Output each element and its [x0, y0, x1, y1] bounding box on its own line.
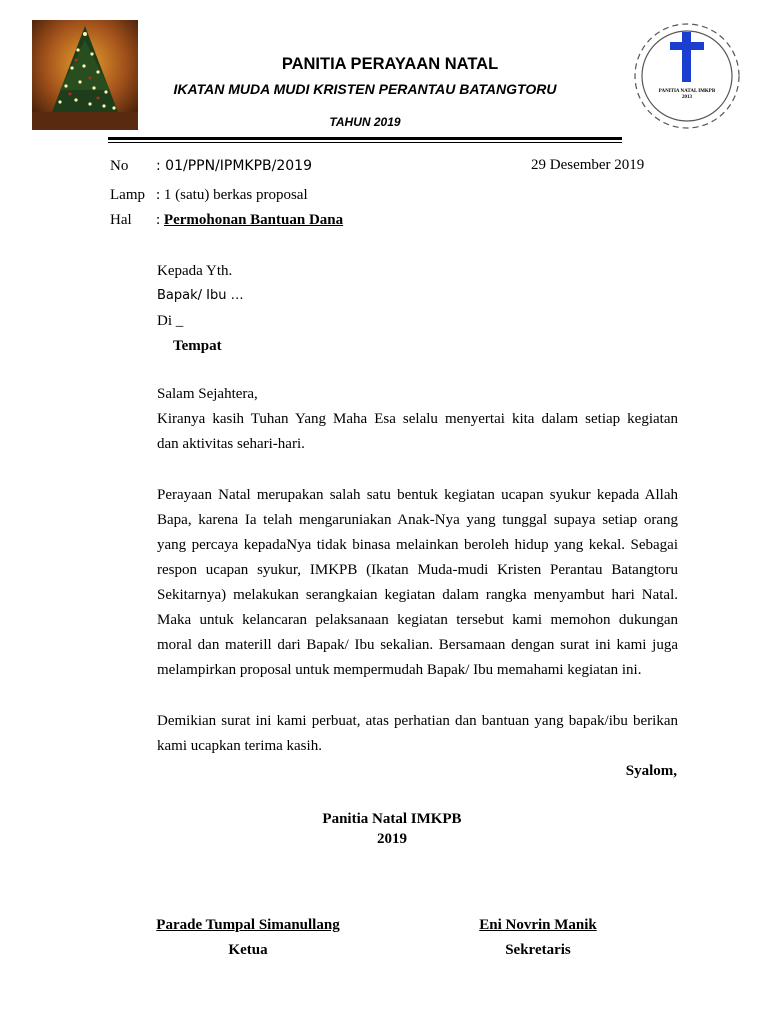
- signing-org-name: Panitia Natal IMKPB: [322, 811, 462, 827]
- organization-name: IKATAN MUDA MUDI KRISTEN PERANTAU BATANGTORU: [173, 81, 557, 97]
- letter-date: 29 Desember 2019: [531, 157, 645, 173]
- logo-text-bottom: 2013: [682, 95, 692, 100]
- header-rule-thick: [108, 137, 622, 140]
- letter-number: : 01/PPN/IPMKPB/2019: [156, 158, 312, 174]
- chairman-role: Ketua: [228, 942, 268, 958]
- paragraph-line: Perayaan Natal merupakan salah satu bentuk kegiatan ucapan syukur kepada Allah: [157, 487, 678, 503]
- paragraph-2: [157, 483, 678, 683]
- subject-colon: :: [156, 212, 164, 228]
- paragraph-line: Maka untuk kelancaran pelaksanaan kegiatan tersebut kami memohon dukungan: [157, 612, 678, 628]
- greeting: Salam Sejahtera,: [157, 386, 258, 402]
- paragraph-line: respon ucapan syukur, IMKPB (Ikatan Muda-mudi Kristen Perantau Batangtoru: [157, 562, 678, 578]
- chairman-name: Parade Tumpal Simanullang: [156, 917, 340, 933]
- subject-line: [156, 211, 343, 229]
- committee-title: PANITIA PERAYAAN NATAL: [281, 55, 499, 73]
- addressee-place: Tempat: [173, 338, 222, 354]
- no-label: No: [110, 158, 129, 174]
- paragraph-1: [157, 407, 678, 457]
- paragraph-line: moral dan materill dari Bapak/ Ibu sekalian. Bersamaan dengan surat ini kami juga: [157, 637, 678, 653]
- addressee-greeting: Kepada Yth.: [157, 263, 233, 279]
- christmas-tree-image: [32, 20, 138, 130]
- secretary-role: Sekretaris: [505, 942, 571, 958]
- secretary-name: Eni Novrin Manik: [479, 917, 597, 933]
- signing-org-year: 2019: [377, 831, 407, 847]
- lamp-label: Lamp: [110, 187, 145, 203]
- subject-value: Permohonan Bantuan Dana: [163, 212, 344, 228]
- paragraph-line: yang percaya kepadaNya tidak binasa melainkan beroleh hidup yang kekal. Sebagai: [157, 537, 678, 553]
- paragraph-line: melampirkan proposal untuk mempermudah Bapak/ Ibu memahami kegiatan ini.: [157, 662, 642, 678]
- header-rule-thin: [108, 142, 622, 143]
- paragraph-3: [157, 709, 678, 759]
- hal-label: Hal: [110, 212, 132, 228]
- committee-logo: [628, 20, 746, 132]
- addressee-name: Bapak/ Ibu …: [157, 288, 244, 303]
- paragraph-line: kami ucapkan terima kasih.: [157, 738, 322, 754]
- logo-text-top: PANITIA NATAL IMKPB: [658, 89, 716, 94]
- closing-salutation: Syalom,: [625, 763, 677, 779]
- paragraph-line: dan aktivitas sehari-hari.: [157, 436, 305, 452]
- paragraph-line: Sekitarnya) melakukan serangkaian kegiatan dalam rangka menyambut hari Natal.: [157, 587, 678, 603]
- paragraph-line: Demikian surat ini kami perbuat, atas perhatian dan bantuan yang bapak/ibu berikan: [157, 713, 678, 729]
- signing-organization: [290, 809, 494, 849]
- paragraph-line: Kiranya kasih Tuhan Yang Maha Esa selalu menyertai kita dalam setiap kegiatan: [157, 411, 678, 427]
- year-label: TAHUN 2019: [329, 115, 401, 129]
- attachment-value: : 1 (satu) berkas proposal: [156, 187, 308, 203]
- addressee-location: Di _: [157, 313, 184, 329]
- cross-icon: [670, 32, 704, 82]
- paragraph-line: Bapa, karena Ia telah mengaruniakan Anak-Nya yang tunggal supaya setiap orang: [157, 512, 678, 528]
